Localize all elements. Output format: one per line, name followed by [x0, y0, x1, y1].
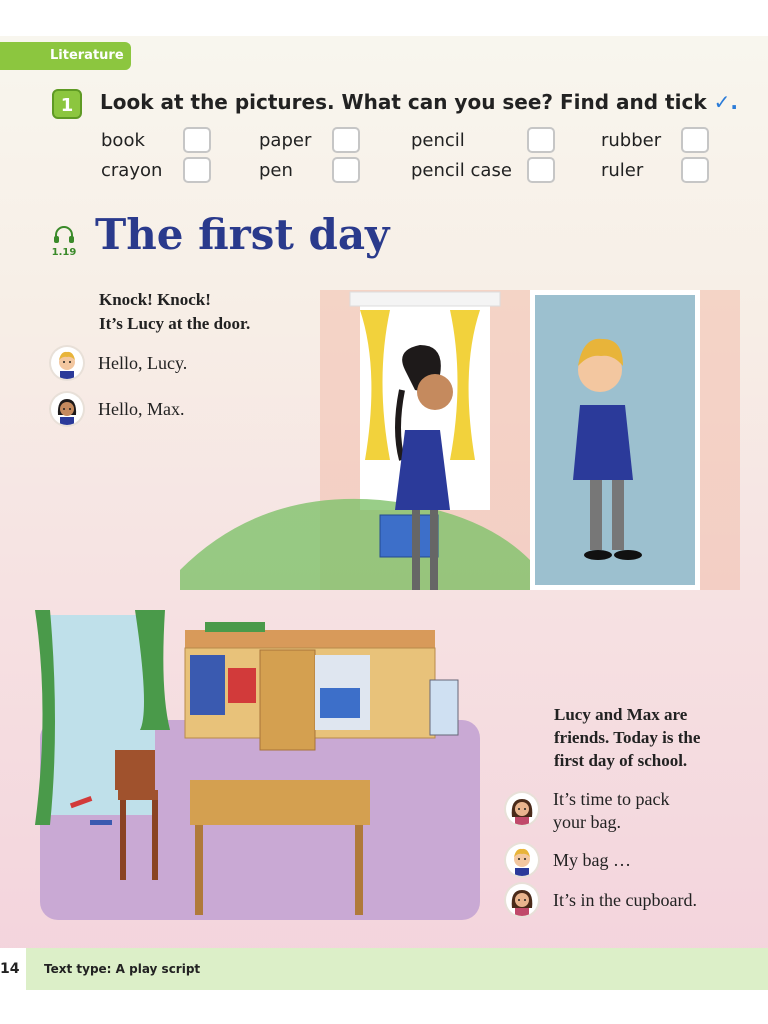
narration-line: Lucy and Max are — [554, 705, 688, 724]
checklist-word: ruler — [601, 160, 644, 181]
dialog-line: Hello, Lucy. — [98, 353, 188, 373]
max-face-icon — [506, 844, 538, 876]
checkbox-ruler[interactable] — [681, 157, 709, 183]
intro-line: Knock! Knock! — [99, 290, 211, 309]
headphones-icon — [53, 226, 75, 244]
mum-face-icon — [506, 884, 538, 916]
max-face-icon — [51, 347, 83, 379]
checkbox-crayon[interactable] — [183, 157, 211, 183]
dialog-line: Hello, Max. — [98, 399, 185, 419]
checkbox-pen[interactable] — [332, 157, 360, 183]
audio-track-number: 1.19 — [51, 247, 77, 258]
checklist-word: pen — [259, 160, 293, 181]
exercise-instruction — [100, 90, 738, 114]
checklist-word: book — [101, 130, 145, 151]
narration-line: first day of school. — [554, 751, 688, 770]
avatar-lucy — [51, 393, 83, 425]
classroom-illustration — [30, 610, 490, 925]
audio-track[interactable] — [50, 226, 78, 258]
footer-bar — [0, 948, 768, 990]
checklist-word: pencil case — [411, 160, 512, 181]
checklist-word: rubber — [601, 130, 662, 151]
story-title: The first day — [95, 210, 390, 259]
dialog-line: It’s in the cupboard. — [553, 890, 697, 910]
page-number: 14 — [0, 948, 26, 990]
intro-line: It’s Lucy at the door. — [99, 314, 251, 333]
dialog-line: your bag. — [553, 812, 621, 832]
checklist-word: paper — [259, 130, 312, 151]
section-badge: Literature — [0, 42, 131, 70]
instruction-text: Look at the pictures. What can you see? Find and tick — [100, 90, 707, 114]
checklist-word: pencil — [411, 130, 465, 151]
checkbox-paper[interactable] — [332, 127, 360, 153]
avatar-mum — [506, 884, 538, 916]
avatar-max — [506, 844, 538, 876]
checkbox-pencil[interactable] — [527, 127, 555, 153]
checkbox-rubber[interactable] — [681, 127, 709, 153]
text-type-label: Text type: A play script — [44, 962, 201, 976]
mum-face-icon — [506, 793, 538, 825]
dialog-line: It’s time to pack — [553, 789, 670, 809]
narration-line: friends. Today is the — [554, 728, 701, 747]
avatar-max — [51, 347, 83, 379]
dialog-line: My bag … — [553, 850, 631, 870]
exercise-number: 1 — [52, 89, 82, 119]
tick-icon: ✓. — [713, 90, 738, 114]
avatar-mum — [506, 793, 538, 825]
checkbox-pencil-case[interactable] — [527, 157, 555, 183]
checkbox-book[interactable] — [183, 127, 211, 153]
lucy-face-icon — [51, 393, 83, 425]
door-scene-illustration — [150, 270, 740, 610]
checklist-word: crayon — [101, 160, 163, 181]
